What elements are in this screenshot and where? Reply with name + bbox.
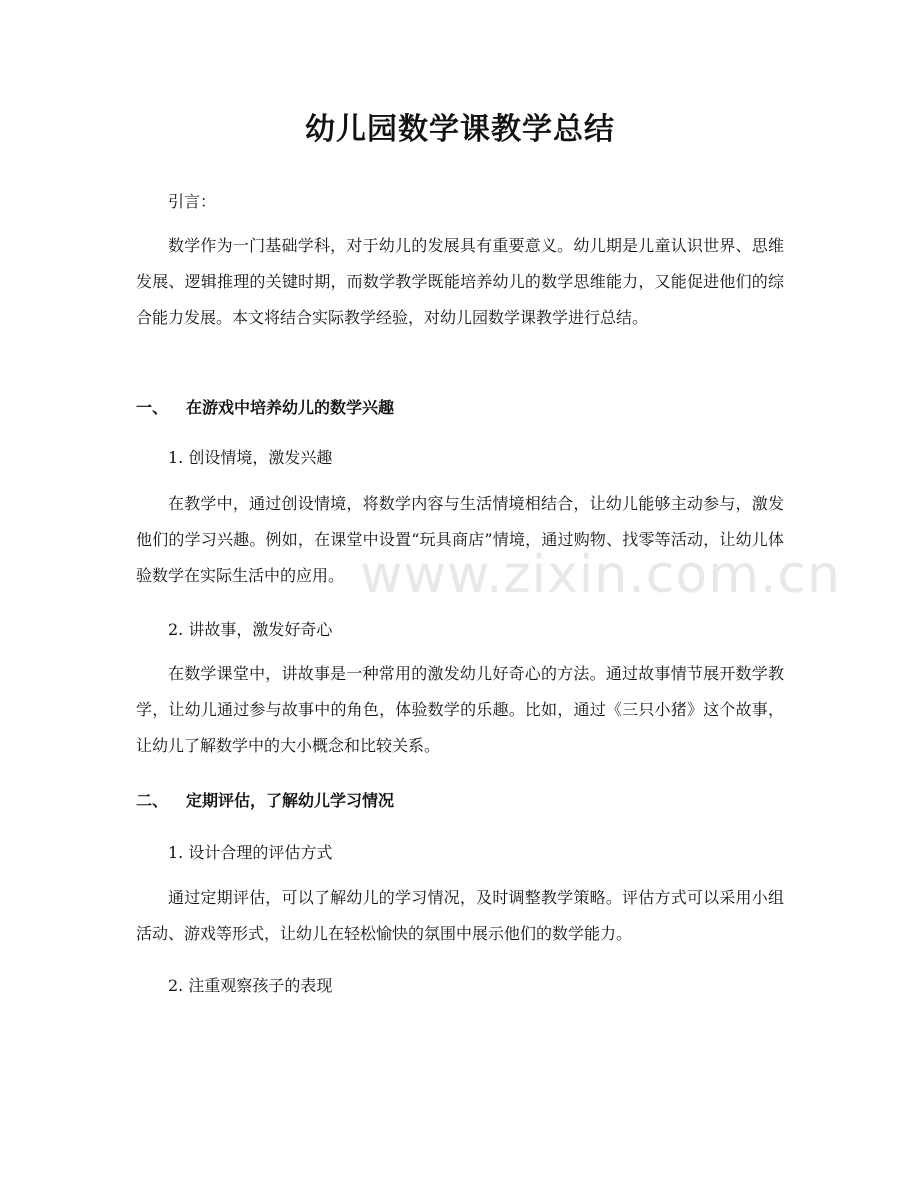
subsection-title-1-2: 2. 讲故事，激发好奇心 xyxy=(168,620,333,639)
section-heading-text: 定期评估，了解幼儿学习情况 xyxy=(186,791,395,810)
section-heading-1 xyxy=(136,396,394,420)
section-number: 一、 xyxy=(136,398,169,417)
subsection-title-2-1: 1. 设计合理的评估方式 xyxy=(168,843,333,862)
intro-label: 引言： xyxy=(168,192,217,211)
subsection-title-2-2: 2. 注重观察孩子的表现 xyxy=(168,976,333,995)
subsection-body-1-1: 在教学中，通过创设情境，将数学内容与生活情境相结合，让幼儿能够主动参与，激发他们的学习兴趣。例如，在课堂中设置“玩具商店”情境，通过购物、找零等活动，让幼儿体验数学在实际生活中的应用。 xyxy=(136,494,784,585)
section-heading-2 xyxy=(136,789,394,813)
subsection-body-2-1: 通过定期评估，可以了解幼儿的学习情况，及时调整教学策略。评估方式可以采用小组活动、游戏等形式，让幼儿在轻松愉快的氛围中展示他们的数学能力。 xyxy=(136,888,784,943)
section-heading-text: 在游戏中培养幼儿的数学兴趣 xyxy=(186,398,395,417)
subsection-title-1-1: 1. 创设情境，激发兴趣 xyxy=(168,448,333,467)
watermark-text: www.zixin.com.cn xyxy=(360,545,841,605)
subsection-body-1-2: 在数学课堂中，讲故事是一种常用的激发幼儿好奇心的方法。通过故事情节展开数学教学，让幼儿通过参与故事中的角色，体验数学的乐趣。比如，通过《三只小猪》这个故事，让幼儿了解数学中的大小概念和比较关系。 xyxy=(136,664,784,755)
intro-paragraph: 数学作为一门基础学科，对于幼儿的发展具有重要意义。幼儿期是儿童认识世界、思维发展、逻辑推理的关键时期，而数学教学既能培养幼儿的数学思维能力，又能促进他们的综合能力发展。本文将结合实际教学经验，对幼儿园数学课教学进行总结。 xyxy=(136,236,784,327)
document-title: 幼儿园数学课教学总结 xyxy=(305,112,615,147)
section-number: 二、 xyxy=(136,791,169,810)
